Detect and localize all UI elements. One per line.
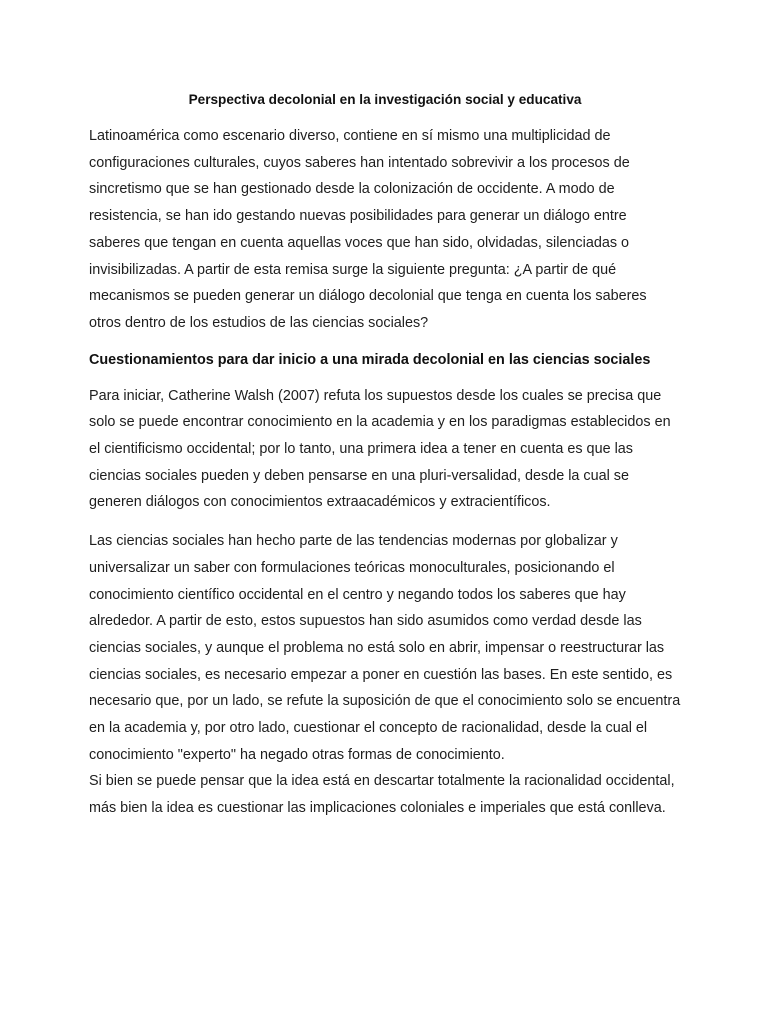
- body-paragraph-walsh: Para iniciar, Catherine Walsh (2007) refuta los supuestos desde los cuales se precisa que solo se puede encontrar conocimiento en la academia y en los paradigmas establecidos en el cientificismo occidental; por lo tanto, una primera idea a tener en cuenta es que las ciencias sociales pueden y deben pensarse en una pluri-versalidad, desde la cual se generen diálogos con conocimientos extraacadémicos y extracientíficos.: [89, 387, 671, 511]
- body-paragraph-social-sciences: Las ciencias sociales han hecho parte de las tendencias modernas por globalizar y universalizar un saber con formulaciones teóricas monoculturales, posicionando el conocimiento científico occidental en el centro y negando todos los saberes que hay alrededor. A partir de esto, estos supuestos han sido asumidos como verdad desde las ciencias sociales, y aunque el problema no está solo en abrir, impensar o reestructurar las ciencias sociales, es necesario empezar a poner en cuestión las bases. En este sentido, es necesario que, por un lado, se refute la suposición de que el conocimiento solo se encuentra en la academia y, por otro lado, cuestionar el concepto de racionalidad, desde la cual el conocimiento "experto" ha negado otras formas de conocimiento.: [89, 533, 681, 763]
- document-title: Perspectiva decolonial en la investigación social y educativa: [188, 92, 582, 107]
- intro-paragraph: Latinoamérica como escenario diverso, contiene en sí mismo una multiplicidad de configuraciones culturales, cuyos saberes han intentado sobrevivir a los procesos de sincretismo que se han gestionado desde la colonización de occidente. A modo de resistencia, se han ido gestando nuevas posibilidades para generar un diálogo entre saberes que tengan en cuenta aquellas voces que han sido, olvidadas, silenciadas o invisibilizadas. A partir de esta remisa surge la siguiente pregunta: ¿A partir de qué mecanismos se pueden generar un diálogo decolonial que tenga en cuenta los saberes otros dentro de los estudios de las ciencias sociales?: [89, 128, 647, 331]
- document-body: [89, 89, 681, 834]
- body-paragraph-rationality: Si bien se puede pensar que la idea está en descartar totalmente la racionalidad occidental, más bien la idea es cuestionar las implicaciones coloniales e imperiales que está conlleva.: [89, 773, 675, 817]
- section-heading: Cuestionamientos para dar inicio a una mirada decolonial en las ciencias sociales: [89, 351, 651, 368]
